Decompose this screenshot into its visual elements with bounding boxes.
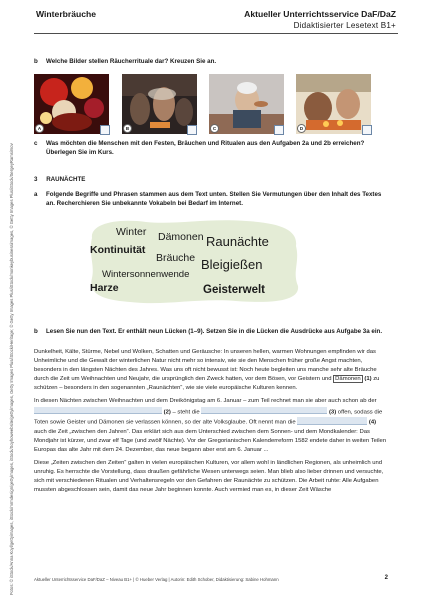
task-3b-label: b	[34, 328, 38, 335]
cloud-word-wintersonnenwende: Wintersonnenwende	[102, 269, 190, 280]
cloud-word-daemonen: Dämonen	[158, 231, 204, 243]
cloud-word-raunaechte: Raunächte	[206, 234, 269, 249]
task-c-label: c	[34, 140, 38, 147]
header-title-left: Winterbräuche	[36, 9, 97, 19]
gap-4-number: (4)	[368, 419, 377, 426]
cloud-word-geisterwelt: Geisterwelt	[203, 284, 265, 296]
photo-a-checkbox[interactable]	[100, 125, 110, 135]
paragraph-2-part-b: – steht die	[172, 409, 200, 416]
photo-a	[34, 74, 109, 134]
header-title-right: Aktueller Unterrichtsservice DaF/DaZ	[244, 9, 396, 19]
task-b-text: Welche Bilder stellen Räucherrituale dar? Kreuzen Sie an.	[46, 58, 217, 65]
gap-3-number: (3)	[328, 409, 337, 416]
header-divider	[34, 33, 398, 34]
reading-text	[34, 348, 390, 499]
photo-b-label: B	[123, 124, 132, 133]
cloud-word-kontinuitaet: Kontinuität	[90, 244, 146, 256]
task-c	[34, 140, 376, 157]
photo-a-label: A	[35, 124, 44, 133]
photo-credits: Fotos: © iStock/Anna Koyl/gettyimages, iStock/mrmdesign/gettyimages, iStock/Soyhoweebsite/gettyimages, Getty Images Plus/iStock/Heritage; © Getty Images Plus/iStock/monkeybusinessimages, © Getty Images Plus/iStock/SergeyRamsimov	[9, 143, 14, 595]
task-b-label: b	[34, 58, 38, 65]
task-3a-text: Folgende Begriffe und Phrasen stammen aus dem Text unten. Stellen Sie Vermutungen über den Inhalt des Textes an. Recherchieren Sie unbekannte Vokabeln bei Bedarf im Internet.	[46, 191, 382, 207]
photo-d-label: D	[297, 124, 306, 133]
photo-c	[209, 74, 284, 134]
photo-c-checkbox[interactable]	[274, 125, 284, 135]
paragraph-1-text: Dunkelheit, Kälte, Stürme, Nebel und Wolken, Schatten und Geräusche: In unseren hellen, warmen Wohnungen empfinden wir das Unheimliche und die Gewalt der winterlichen Natur nicht mehr so intensiv, wie sie den Menschen früher große Angst machten, besonders in den längsten Nächten des Jahres. Was uns oft nicht bewusst ist: Noch heute begleiten uns manche sehr alte Bräuche durch die Zeit um Weihnachten und Neujahr, die ursprünglich den Zweck hatten, vor dem Bösen, vor Geistern und	[34, 349, 377, 383]
section-3-number: 3	[34, 176, 38, 183]
paragraph-1-end: zu schützen – besonders in den sogenannten „Raunächten“, wie sie viele europäische Kulturen kennen.	[34, 376, 380, 392]
cloud-word-bleigiessen: Bleigießen	[201, 257, 263, 272]
photo-c-label: C	[210, 124, 219, 133]
word-cloud	[86, 216, 302, 306]
paragraph-3-text: Diese „Zeiten zwischen den Zeiten“ galten in vielen europäischen Kulturen, vor allem wohl in ländlichen Regionen, als unheimlich und unruhig. Es herrschte die Vorstellung, dass draußen gefährliche Wesen unterwegs seien. Man blieb also lieber drinnen und versuchte, sich mit verschiedenen Ritualen und Verhaltensregeln vor den Gefahren der Raunächte zu schützen. Die Arbeit ruhte: Alle Aufgaben mussten abgeschlossen sein, damit das neue Jahr beginnen konnte. Auch vermied man es, in dieser Zeit Wäsche	[34, 460, 384, 494]
paragraph-2	[34, 397, 390, 455]
task-c-text: Was möchten die Menschen mit den Festen, Bräuchen und Ritualen aus den Aufgaben 2a und 2b erreichen? Überlegen Sie im Kurs.	[46, 140, 365, 156]
task-3a	[34, 191, 390, 208]
paragraph-2-part-c: offen, sodass die Toten sowie Geister und Dämonen sie verlassen können, so der alte Volksglaube. Oft nennt man die	[34, 409, 383, 426]
cloud-word-winter: Winter	[116, 226, 147, 238]
gap-1-filled: Dämonen	[335, 376, 361, 383]
task-3a-label: a	[34, 191, 38, 198]
task-3b-text: Lesen Sie nun den Text. Er enthält neun Lücken (1–9). Setzen Sie in die Lücken die Ausdrücke aus Aufgabe 3a ein.	[46, 328, 383, 335]
task-b	[34, 58, 390, 67]
section-3-heading	[34, 176, 85, 185]
gap-3-input[interactable]	[201, 407, 327, 415]
cloud-word-braeuche: Bräuche	[156, 252, 196, 264]
task-3b	[34, 328, 390, 337]
paragraph-2-part-a: In diesen Nächten zwischen Weihnachten und dem Dreikönigstag am 6. Januar – zum Teil rechnet man sie aber auch schon ab der	[34, 398, 377, 405]
photo-d	[296, 74, 371, 134]
gap-1-number: (1)	[364, 376, 372, 383]
cloud-word-harze: Harze	[90, 282, 119, 294]
photo-d-checkbox[interactable]	[362, 125, 372, 135]
gap-2-input[interactable]	[34, 407, 162, 415]
header-subtitle: Didaktisierter Lesetext B1+	[293, 21, 396, 30]
gap-4-input[interactable]	[297, 417, 367, 425]
photo-b-checkbox[interactable]	[187, 125, 197, 135]
section-3-title: RAUNÄCHTE	[46, 176, 86, 183]
paragraph-3	[34, 459, 390, 495]
paragraph-2-part-d: auch die Zeit „zwischen den Jahren“. Das erklärt sich aus dem Unterschied zwischen dem Sonnen- und dem Mondkalender: Das Mondjahr ist kürzer, und zwar elf Tage (und zwölf Nächte). Vor der Gregorianischen Kalenderreform 1582 endete daher in weiten Teilen Europas das alte Jahr mit dem 24. Dezember, das neue begann aber erst am 6. Januar ...	[34, 428, 387, 453]
page-number: 2	[384, 575, 388, 581]
photo-b	[122, 74, 197, 134]
paragraph-1	[34, 348, 390, 393]
page-footer: Aktueller Unterrichtsservice DaF/DaZ – Niveau B1+ | © Hueber Verlag | Autorin: Edith Schober, Didaktisierung: Sabine Hohmann	[34, 577, 279, 582]
gap-2-number: (2)	[163, 409, 171, 416]
